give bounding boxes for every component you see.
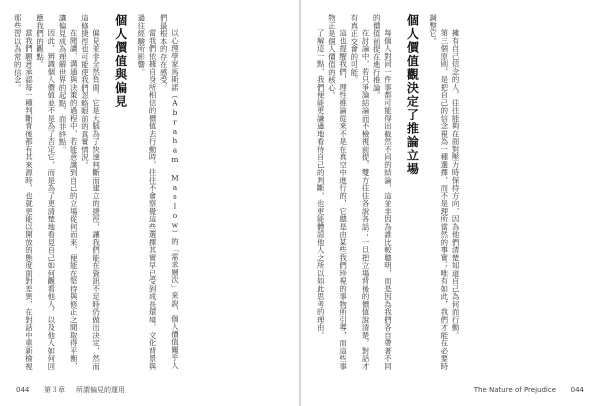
body-paragraph: 了解這一點，我們便能更謙遜地看待自己的判斷，也更能體諒他人之所以如此思考的理由。 xyxy=(316,28,326,339)
body-paragraph: 這也提醒我們，理性推論從來不是在真空中進行的，它總是由某些我們珍視的事物所引導，而這些事物正是個人價值的核心。 xyxy=(327,14,348,370)
body-paragraph: 偏見並非全然負面。它是大腦為了快速判斷而建立的捷徑，讓我們能在資訊不足時仍做出決定，然而這條捷徑也可能使我們忽略眼前的真實情況。 xyxy=(80,14,101,370)
page-number: 044 xyxy=(570,386,584,394)
body-paragraph: 以心理學家馬斯諾（Abraham Maslow）的「需求層次」來說，個人價值關乎人們最根本的存在感受。 xyxy=(159,14,180,369)
body-paragraph: 每個人對同一件事都可能得出截然不同的結論，這並非因為誰比較聰明，而是因為我們各自帶著不同的價值前提在進行推論。 xyxy=(372,14,393,370)
running-title: The Nature of Prejudice xyxy=(473,386,556,394)
body-paragraph: 因此，辨識個人價值並不是為了否定它，而是為了更清楚地看見自己如何觀看他人，以及他人如何回應我們的觀點。 xyxy=(35,14,56,370)
section-heading: 個人價值與偏見 xyxy=(113,14,128,109)
body-paragraph: 在閱讀、溝通與決策的過程中，若能意識到自己的立場從何而來，便能在堅持與修正之間取得平衡，讓偏見成為理解世界的起點，而非終點。 xyxy=(58,14,79,370)
left-body-text xyxy=(12,14,180,372)
left-page xyxy=(0,0,299,406)
right-page xyxy=(301,0,600,406)
body-paragraph: 在討論中，若只爭論結論而不檢視前提，雙方往往各說各話；一旦把立場背後的價值說清楚，對話才有真正交會的可能。 xyxy=(349,14,371,370)
chapter-label: 第３章 xyxy=(44,386,65,394)
body-paragraph: 當我們依據自身所相信的價值去行動時，往往不會察覺這些選擇其實早已受到成長環境、文化背景與過往經驗所影響。 xyxy=(136,14,158,370)
right-text-area xyxy=(315,14,588,372)
page-number: 044 xyxy=(16,386,30,394)
body-paragraph: 當我們願意承認每一種判斷背後都有其來源時，也就更能以開放的態度面對差異，在對話中重新檢視那些習以為常的信念。 xyxy=(13,14,34,370)
right-body-text xyxy=(315,14,461,372)
left-footer xyxy=(0,383,299,397)
left-text-area xyxy=(12,14,285,372)
right-footer xyxy=(301,383,600,397)
body-paragraph: 第三個原則，是把自己的信念視為一種選擇，而不是理所當然的事實；唯有如此，我們才能在必要時調整它。 xyxy=(428,14,449,370)
chapter-title: 所謂偏見的運用 xyxy=(76,386,125,394)
body-paragraph: 擁有自己信念的人，往往能夠在面對壓力時保持方向，因為他們清楚知道自己為何而行動。 xyxy=(451,28,461,339)
section-heading: 個人價值觀決定了推論立場 xyxy=(405,14,420,176)
